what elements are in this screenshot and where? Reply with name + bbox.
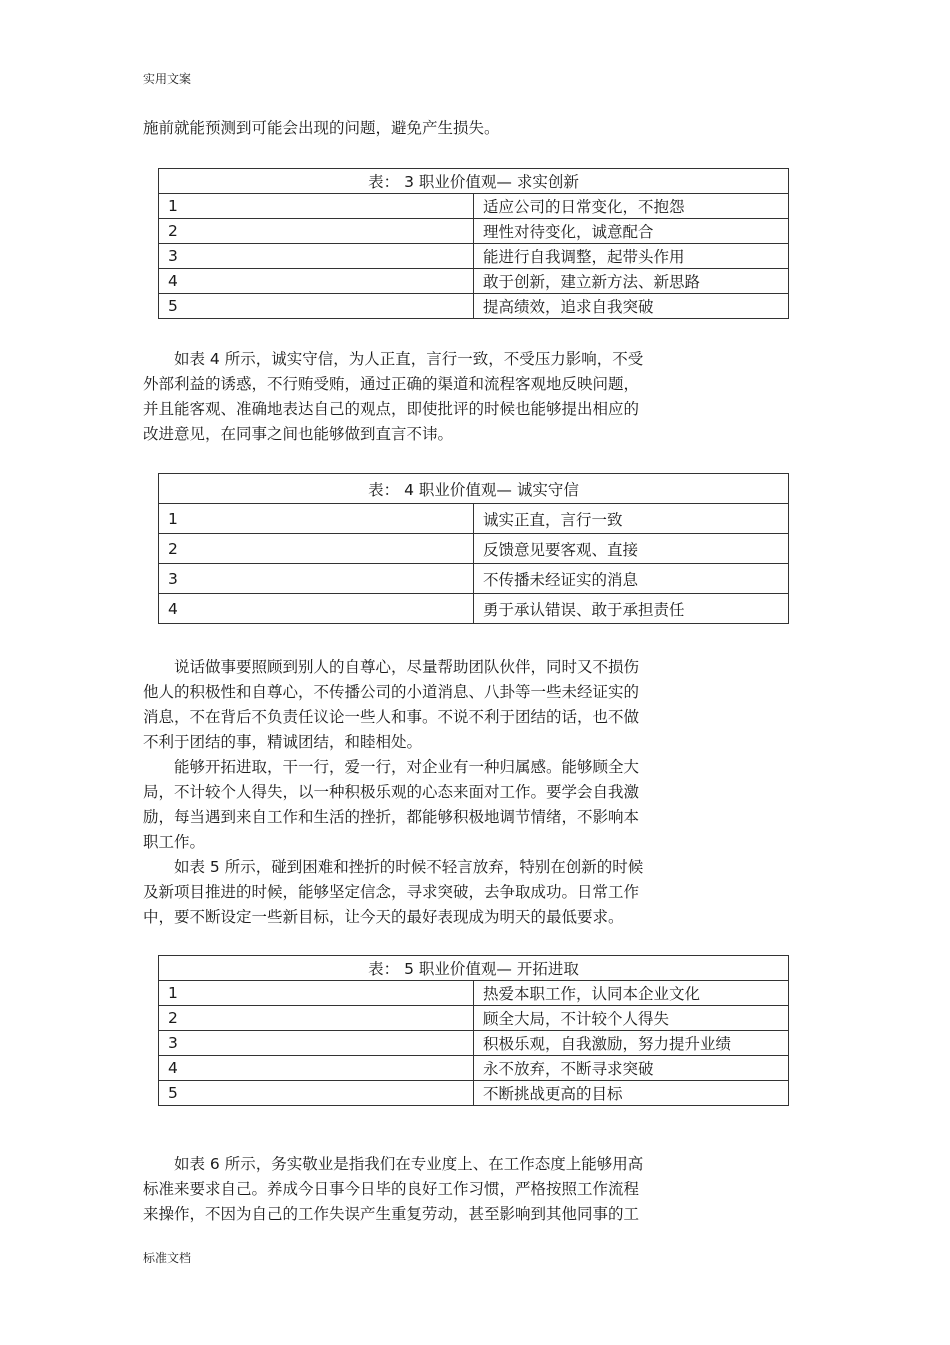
row-text: 敢于创新，建立新方法、新思路 bbox=[474, 269, 789, 294]
paragraph-line: 施前就能预测到可能会出现的问题，避免产生损失。 bbox=[143, 119, 500, 137]
row-number: 2 bbox=[159, 219, 474, 244]
row-text: 诚实正直，言行一致 bbox=[474, 504, 789, 534]
row-text: 不断挑战更高的目标 bbox=[474, 1081, 789, 1106]
table-row bbox=[159, 1006, 789, 1031]
row-text: 热爱本职工作，认同本企业文化 bbox=[474, 981, 789, 1006]
table-row bbox=[159, 219, 789, 244]
table-caption: 表： 5 职业价值观— 开拓进取 bbox=[159, 956, 789, 981]
row-text: 永不放弃，不断寻求突破 bbox=[474, 1056, 789, 1081]
table-3-truth-innovation bbox=[158, 168, 789, 319]
row-number: 3 bbox=[159, 1031, 474, 1056]
paragraph-line: 改进意见，在同事之间也能够做到直言不讳。 bbox=[143, 425, 454, 443]
row-number: 3 bbox=[159, 564, 474, 594]
table-row bbox=[159, 194, 789, 219]
paragraph-line: 说话做事要照顾到别人的自尊心，尽量帮助团队伙伴，同时又不损伤 bbox=[143, 658, 640, 676]
table-row bbox=[159, 1081, 789, 1106]
paragraph-line: 如表 6 所示，务实敬业是指我们在专业度上、在工作态度上能够用高 bbox=[143, 1155, 644, 1173]
row-number: 2 bbox=[159, 1006, 474, 1031]
table-caption: 表： 4 职业价值观— 诚实守信 bbox=[159, 474, 789, 504]
table-row bbox=[159, 244, 789, 269]
table-row bbox=[159, 269, 789, 294]
paragraph-line: 他人的积极性和自尊心，不传播公司的小道消息、八卦等一些未经证实的 bbox=[143, 683, 640, 701]
paragraph-integrity bbox=[143, 347, 743, 447]
table-caption: 表： 3 职业价值观— 求实创新 bbox=[159, 169, 789, 194]
paragraph-line: 标准来要求自己。养成今日事今日毕的良好工作习惯，严格按照工作流程 bbox=[143, 1180, 640, 1198]
page-footer: 标准文档 bbox=[143, 1251, 192, 1265]
row-text: 积极乐观，自我激励，努力提升业绩 bbox=[474, 1031, 789, 1056]
row-number: 4 bbox=[159, 269, 474, 294]
table-row bbox=[159, 294, 789, 319]
paragraph-line: 来操作，不因为自己的工作失误产生重复劳动，甚至影响到其他同事的工 bbox=[143, 1205, 640, 1223]
row-text: 勇于承认错误、敢于承担责任 bbox=[474, 594, 789, 624]
table-caption-row bbox=[159, 169, 789, 194]
table-caption-row bbox=[159, 956, 789, 981]
row-text: 不传播未经证实的消息 bbox=[474, 564, 789, 594]
paragraph-line: 并且能客观、准确地表达自己的观点，即使批评的时候也能够提出相应的 bbox=[143, 400, 640, 418]
row-text: 顾全大局，不计较个人得失 bbox=[474, 1006, 789, 1031]
row-text: 适应公司的日常变化，不抱怨 bbox=[474, 194, 789, 219]
table-row bbox=[159, 564, 789, 594]
row-text: 理性对待变化，诚意配合 bbox=[474, 219, 789, 244]
paragraph-line: 外部利益的诱惑，不行贿受贿，通过正确的渠道和流程客观地反映问题， bbox=[143, 375, 640, 393]
paragraph-line: 职工作。 bbox=[143, 833, 206, 851]
paragraph-line: 励，每当遇到来自工作和生活的挫折，都能够积极地调节情绪，不影响本 bbox=[143, 808, 640, 826]
table-4-honesty bbox=[158, 473, 789, 624]
paragraph-line: 如表 5 所示，碰到困难和挫折的时候不轻言放弃，特别在创新的时候 bbox=[143, 858, 644, 876]
paragraph-line: 消息，不在背后不负责任议论一些人和事。不说不利于团结的话，也不做 bbox=[143, 708, 640, 726]
row-number: 3 bbox=[159, 244, 474, 269]
table-row bbox=[159, 1031, 789, 1056]
table-row bbox=[159, 981, 789, 1006]
paragraph-dedication bbox=[143, 1152, 743, 1227]
row-number: 1 bbox=[159, 504, 474, 534]
paragraph-line: 不利于团结的事，精诚团结，和睦相处。 bbox=[143, 733, 423, 751]
row-number: 5 bbox=[159, 294, 474, 319]
paragraph-line: 及新项目推进的时候，能够坚定信念，寻求突破，去争取成功。日常工作 bbox=[143, 883, 640, 901]
row-number: 4 bbox=[159, 594, 474, 624]
page-header: 实用文案 bbox=[143, 72, 192, 86]
paragraph-teamwork bbox=[143, 655, 743, 930]
row-text: 能进行自我调整，起带头作用 bbox=[474, 244, 789, 269]
paragraph-line: 局，不计较个人得失，以一种积极乐观的心态来面对工作。要学会自我激 bbox=[143, 783, 640, 801]
paragraph-intro bbox=[143, 116, 743, 141]
row-number: 1 bbox=[159, 981, 474, 1006]
paragraph-line: 能够开拓进取，干一行，爱一行，对企业有一种归属感。能够顾全大 bbox=[143, 758, 640, 776]
row-number: 4 bbox=[159, 1056, 474, 1081]
table-row bbox=[159, 1056, 789, 1081]
table-row bbox=[159, 504, 789, 534]
table-row bbox=[159, 534, 789, 564]
table-5-pioneering bbox=[158, 955, 789, 1106]
paragraph-line: 如表 4 所示，诚实守信，为人正直，言行一致，不受压力影响，不受 bbox=[143, 350, 644, 368]
table-caption-row bbox=[159, 474, 789, 504]
paragraph-line: 中，要不断设定一些新目标，让今天的最好表现成为明天的最低要求。 bbox=[143, 908, 624, 926]
row-number: 5 bbox=[159, 1081, 474, 1106]
row-number: 2 bbox=[159, 534, 474, 564]
row-number: 1 bbox=[159, 194, 474, 219]
row-text: 提高绩效，追求自我突破 bbox=[474, 294, 789, 319]
table-row bbox=[159, 594, 789, 624]
row-text: 反馈意见要客观、直接 bbox=[474, 534, 789, 564]
